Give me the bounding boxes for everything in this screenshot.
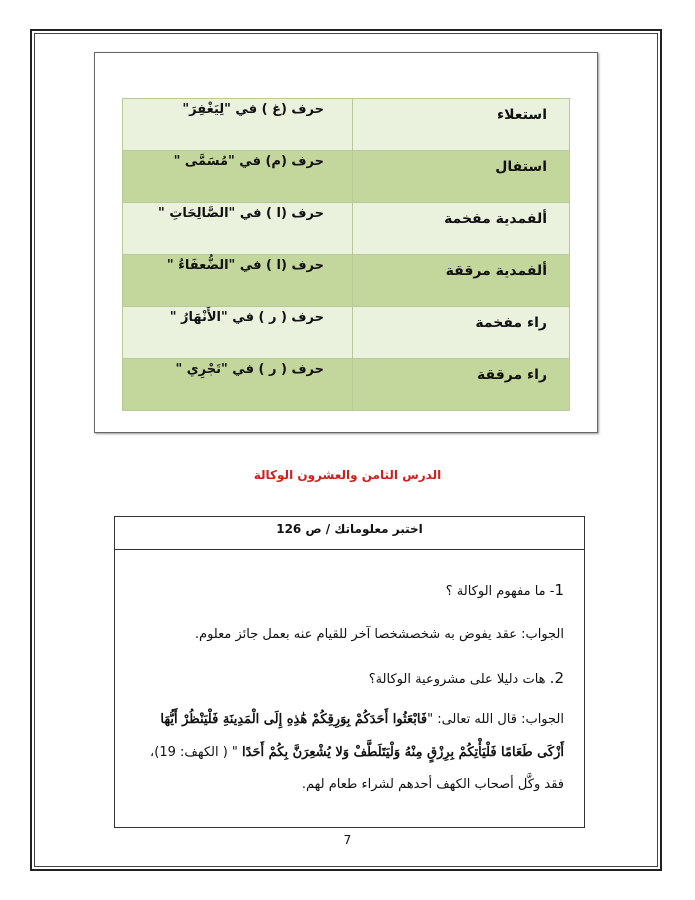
- question-1: [446, 581, 564, 599]
- example-cell: حرف (ا ) في "الصَّالِحَاتِ ": [123, 203, 353, 255]
- answer-2-line-2: [150, 745, 564, 760]
- table-row: [123, 203, 570, 255]
- verse-reference: " ( الكهف: 19)،: [150, 745, 243, 760]
- verse-text: فَابْعَثُوا أَحَدَكُمْ بِوَرِقِكُمْ هَٰذِهِ إِلَى الْمَدِينَةِ فَلْيَنْظُرْ أَيُّهَا: [160, 712, 428, 727]
- term-cell: ألفمدية مرققة: [353, 255, 570, 307]
- tajweed-table: [122, 98, 570, 411]
- answer-2-line-1: [160, 712, 564, 727]
- example-cell: حرف ( ر ) في "الأَنْهَارُ ": [123, 307, 353, 359]
- qa-box: [114, 516, 585, 828]
- question-text: هات دليلا على مشروعية الوكالة؟: [368, 672, 546, 687]
- term-cell: استعلاء: [353, 99, 570, 151]
- question-2: [369, 669, 564, 687]
- example-cell: حرف (غ ) في "لِيَغْفِرَ": [123, 99, 353, 151]
- answer-1: الجواب: عقد يفوض به شخصشخصا آخر للقيام عنه بعمل جائز معلوم.: [194, 627, 564, 642]
- lesson-title: الدرس الثامن والعشرون الوكالة: [253, 468, 442, 482]
- example-cell: حرف (ا ) في "الضُّعفَاءُ ": [123, 255, 353, 307]
- term-cell: ألفمدية مفخمة: [353, 203, 570, 255]
- term-cell: راء مفخمة: [353, 307, 570, 359]
- verse-text: أَزْكَى طَعَامًا فَلْيَأْتِكُمْ بِرِزْقٍ مِنْهُ وَلْيَتَلَطَّفْ وَلا يُشْعِرَنَّ بِكُمْ أَحَدًا: [242, 745, 564, 760]
- question-text: - ما مفهوم الوكالة ؟: [445, 584, 555, 599]
- term-cell: راء مرققة: [353, 359, 570, 411]
- table-row: [123, 307, 570, 359]
- question-number: 2.: [549, 669, 564, 687]
- table-row: [123, 255, 570, 307]
- answer-2-conclusion: فقد وكَّل أصحاب الكهف أحدهم لشراء طعام لهم.: [301, 777, 564, 792]
- table-row: [123, 151, 570, 203]
- term-cell: استفال: [353, 151, 570, 203]
- example-cell: حرف ( ر ) في "تَجْرِي ": [123, 359, 353, 411]
- page-number: 7: [343, 833, 352, 847]
- qa-header: اختبر معلوماتك / ص 126: [115, 517, 584, 550]
- table-row: [123, 99, 570, 151]
- example-cell: حرف (م) في "مُسَمَّى ": [123, 151, 353, 203]
- answer-prefix: الجواب: قال الله تعالى: ": [427, 712, 564, 727]
- table-row: [123, 359, 570, 411]
- question-number: 1: [554, 581, 564, 599]
